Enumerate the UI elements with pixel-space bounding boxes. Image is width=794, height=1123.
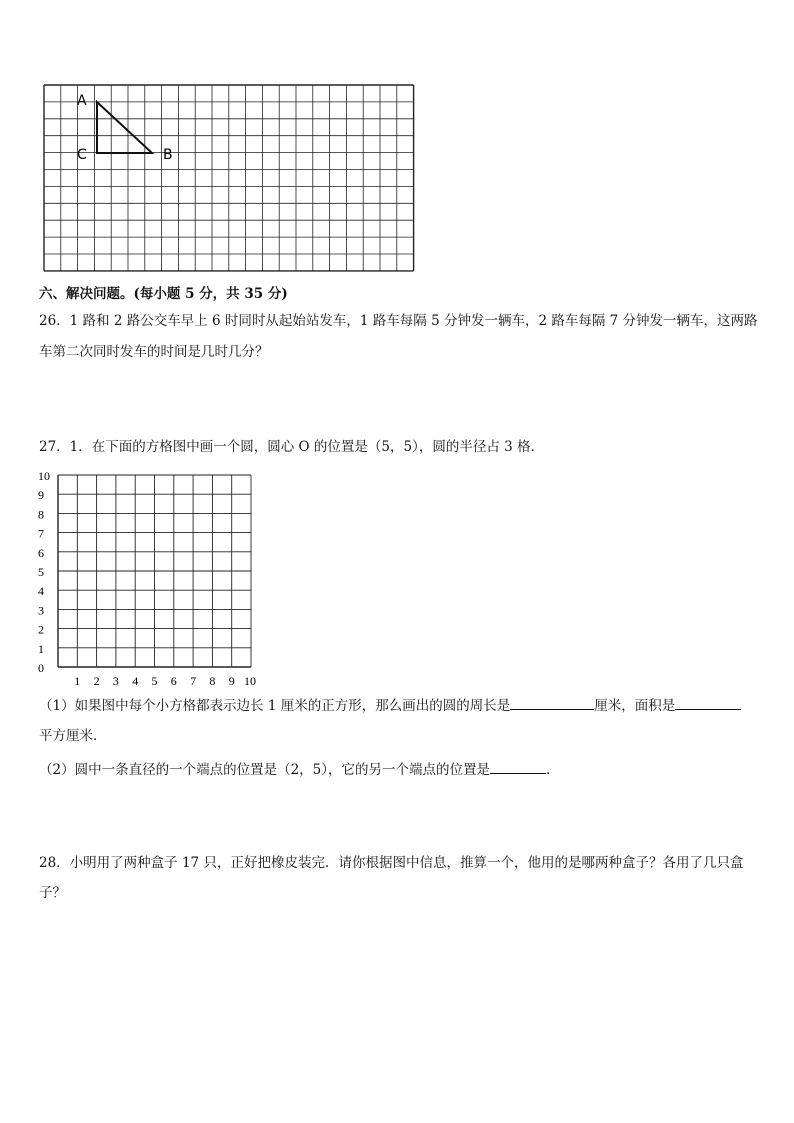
part-2-text-a: （2）圆中一条直径的一个端点的位置是（2，5），它的另一个端点的位置是 bbox=[39, 762, 491, 778]
question-27-part-2 bbox=[39, 759, 560, 780]
y-tick-label: 3 bbox=[38, 603, 44, 618]
vertex-label-b: B bbox=[163, 147, 173, 163]
x-tick-label: 4 bbox=[132, 674, 139, 686]
y-tick-label: 4 bbox=[38, 584, 44, 599]
y-tick-label: 8 bbox=[38, 507, 44, 522]
x-tick-label: 2 bbox=[93, 674, 100, 686]
x-tick-label: 10 bbox=[244, 674, 256, 686]
y-tick-label: 0 bbox=[38, 661, 44, 675]
y-tick-label: 2 bbox=[38, 622, 44, 637]
question-26-line-2: 车第二次同时发车的时间是几时几分？ bbox=[39, 344, 269, 360]
vertex-label-a: A bbox=[77, 93, 87, 109]
circumference-answer-blank[interactable] bbox=[510, 695, 594, 710]
question-27-part-1-line-2: 平方厘米． bbox=[39, 728, 107, 744]
y-tick-label: 10 bbox=[38, 469, 50, 483]
y-tick-label: 6 bbox=[38, 545, 44, 560]
triangle-grid-figure bbox=[40, 82, 418, 274]
top-grid-lines bbox=[44, 85, 414, 271]
x-tick-label: 5 bbox=[151, 674, 158, 686]
question-26-line-1: 26．1 路和 2 路公交车早上 6 时同时从起始站发车，1 路车每隔 5 分钟发一辆车，2 路车每隔 7 分钟发一辆车，这两路 bbox=[39, 313, 758, 329]
x-tick-label: 9 bbox=[228, 674, 235, 686]
part-1-text-a: （1）如果图中每个小方格都表示边长 1 厘米的正方形，那么画出的圆的周长是 bbox=[39, 698, 511, 714]
question-28-line-2: 子？ bbox=[39, 885, 66, 901]
x-tick-label: 3 bbox=[112, 674, 119, 686]
x-tick-label: 6 bbox=[170, 674, 177, 686]
endpoint-answer-blank[interactable] bbox=[490, 759, 546, 774]
part-2-text-b: ． bbox=[546, 762, 560, 778]
part-1-text-b: 厘米，面积是 bbox=[594, 698, 676, 714]
y-axis-ticks bbox=[38, 469, 50, 675]
vertex-label-c: C bbox=[77, 147, 87, 163]
question-27-intro: 27．1．在下面的方格图中画一个圆，圆心 O 的位置是（5，5），圆的半径占 3 格． bbox=[39, 439, 545, 455]
y-tick-label: 1 bbox=[38, 641, 44, 656]
question-27-part-1-line-1 bbox=[39, 695, 741, 716]
x-tick-label: 8 bbox=[209, 674, 216, 686]
coordinate-grid-figure bbox=[34, 466, 264, 686]
y-tick-label: 5 bbox=[38, 565, 44, 579]
x-tick-label: 1 bbox=[74, 674, 81, 686]
coordinate-grid-lines bbox=[58, 475, 251, 667]
x-axis-ticks bbox=[74, 674, 256, 686]
y-tick-label: 9 bbox=[38, 488, 44, 503]
triangle-abc bbox=[97, 102, 152, 153]
x-tick-label: 7 bbox=[190, 674, 197, 686]
section-6-title: 六、解决问题。(每小题 5 分，共 35 分) bbox=[39, 286, 288, 302]
question-28-line-1: 28．小明用了两种盒子 17 只，正好把橡皮装完．请你根据图中信息，推算一个，他用的是哪两种盒子？各用了几只盒 bbox=[39, 855, 744, 871]
area-answer-blank[interactable] bbox=[675, 695, 741, 710]
y-tick-label: 7 bbox=[38, 526, 44, 541]
